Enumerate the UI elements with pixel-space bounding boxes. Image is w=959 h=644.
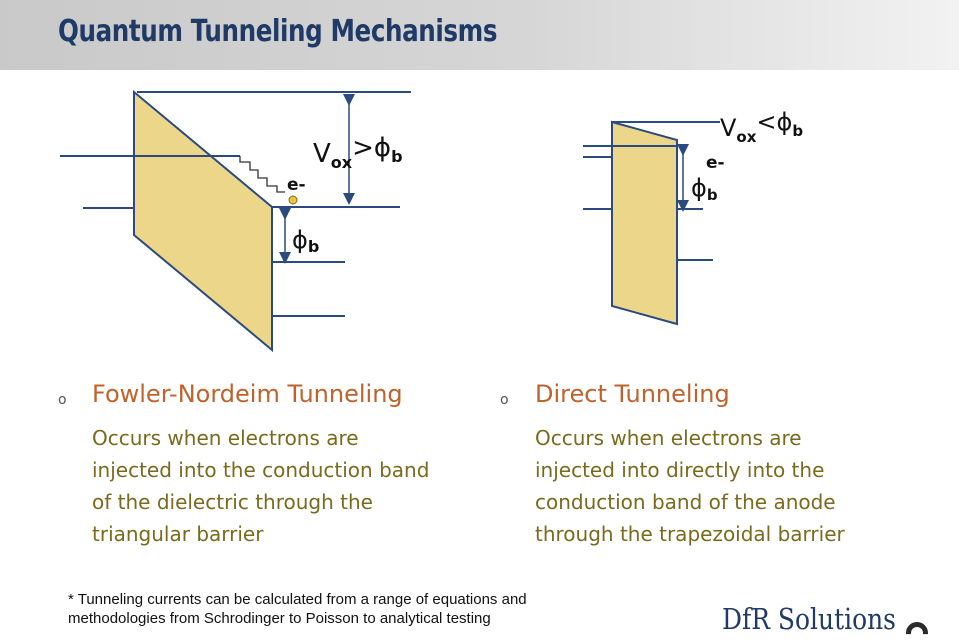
phi-b-label-direct: ϕb	[691, 174, 718, 204]
electron-label-direct: e-	[706, 153, 725, 173]
triangular-barrier	[134, 92, 272, 350]
desc-line: injected into the conduction band	[92, 458, 430, 482]
electron-dot	[289, 196, 297, 204]
desc-line: Occurs when electrons are	[92, 426, 359, 450]
desc-line: conduction band of the anode	[535, 490, 836, 514]
desc-line: triangular barrier	[92, 522, 264, 546]
electron-label: e-	[287, 175, 306, 195]
bullet-fowler: o	[58, 392, 67, 408]
company-logo: DfR Solutions	[722, 602, 896, 636]
vox-label: $V_{ox}>\phi_b$	[313, 133, 403, 172]
bullet-direct: o	[500, 392, 509, 408]
desc-line: through the trapezoidal barrier	[535, 522, 845, 546]
desc-line: injected into directly into the	[535, 458, 825, 482]
footnote-line: * Tunneling currents can be calculated from a range of equations and	[68, 591, 527, 608]
phi-b-label: ϕb	[292, 226, 320, 256]
fowler-nordheim-diagram	[55, 80, 425, 370]
direct-tunneling-diagram	[575, 110, 825, 340]
desc-direct-tunneling	[535, 422, 845, 550]
page-title: Quantum Tunneling Mechanisms	[58, 14, 498, 49]
vox-label-direct: $V_{ox}<\phi_b$	[720, 110, 804, 146]
heading-direct-tunneling: Direct Tunneling	[535, 380, 730, 408]
trapezoidal-barrier	[612, 122, 677, 324]
footnote-line: methodologies from Schrodinger to Poisson to analytical testing	[68, 610, 491, 627]
heading-fowler-nordheim: Fowler-Nordeim Tunneling	[92, 380, 403, 408]
desc-line: Occurs when electrons are	[535, 426, 802, 450]
desc-line: of the dielectric through the	[92, 490, 373, 514]
desc-fowler-nordheim	[92, 422, 429, 550]
footnote	[68, 590, 527, 628]
logo-mark-icon	[906, 622, 928, 644]
header-bar	[0, 0, 959, 70]
